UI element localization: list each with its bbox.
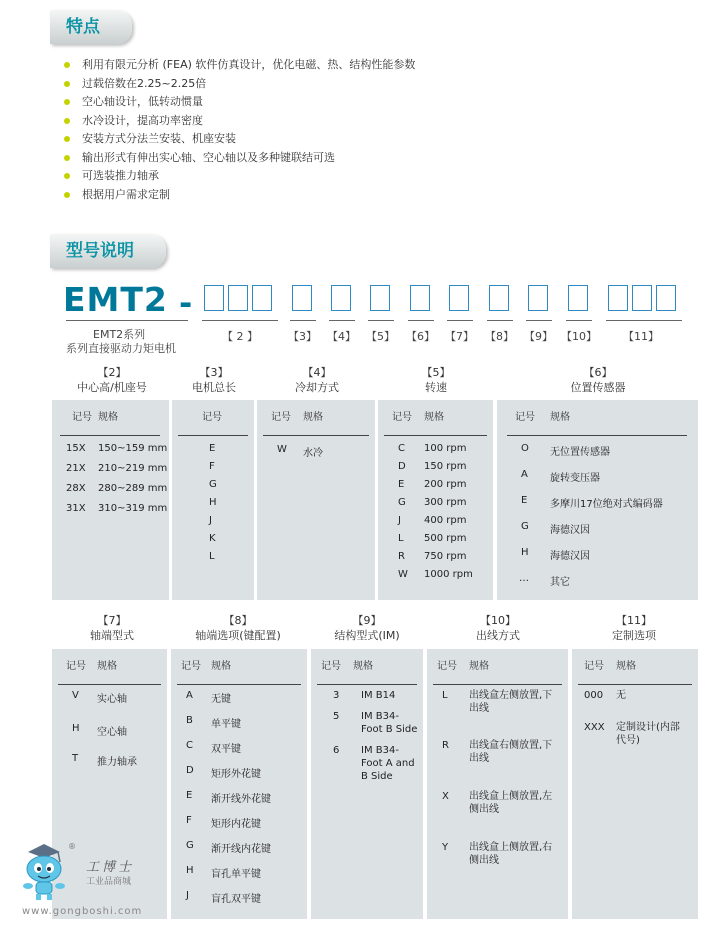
bullet-icon <box>64 81 70 87</box>
row-code: 5 <box>333 711 340 722</box>
code-underline <box>290 320 316 321</box>
code-box <box>528 285 548 311</box>
header-line <box>60 435 160 436</box>
code-box <box>449 285 469 311</box>
model-name: EMT2系列 <box>93 328 146 341</box>
bullet-icon <box>64 136 70 142</box>
row-spec: 旋转变压器 <box>550 473 600 484</box>
group-9-name: 结构型式(IM) <box>334 629 400 642</box>
row-spec: 出线盒左侧放置,下出线 <box>469 690 553 714</box>
feature-item: 利用有限元分析 (FEA) 软件仿真设计，优化电磁、热、结构性能参数 <box>60 56 415 75</box>
row-spec: 实心轴 <box>97 694 127 705</box>
slot-label: 【7】 <box>445 330 474 343</box>
group-8-name: 轴端选项(键配置) <box>195 629 281 642</box>
bullet-icon <box>64 173 70 179</box>
row-spec: 盲孔单平键 <box>211 869 261 880</box>
header-line <box>507 435 687 436</box>
code-underline <box>606 320 682 321</box>
row-spec: 100 rpm <box>424 443 467 454</box>
hdr-code: 记号 <box>271 412 291 423</box>
header-line <box>263 435 369 436</box>
row-code: XXX <box>584 722 605 733</box>
hdr-spec: 规格 <box>97 661 117 672</box>
row-spec: 出线盒上侧放置,右侧出线 <box>469 842 553 866</box>
hdr-code: 记号 <box>202 412 222 423</box>
row-spec: 多摩川17位绝对式编码器 <box>550 499 663 510</box>
panel-shaft-key <box>171 649 307 919</box>
panel-position-sensor <box>497 400 698 600</box>
row-code: E <box>209 443 216 454</box>
row-code: A <box>186 690 193 701</box>
code-underline <box>66 320 188 321</box>
row-code: J <box>398 515 401 526</box>
hdr-spec: 规格 <box>98 412 118 423</box>
hdr-code: 记号 <box>321 661 341 672</box>
row-spec: 其它 <box>550 577 570 588</box>
code-underline <box>487 320 513 321</box>
row-code: C <box>186 740 193 751</box>
code-underline <box>566 320 592 321</box>
row-code: R <box>398 551 405 562</box>
slot-label: 【6】 <box>406 330 435 343</box>
hdr-code: 记号 <box>72 412 92 423</box>
row-spec: 出线盒上侧放置,左侧出线 <box>469 791 553 815</box>
feature-item: 空心轴设计，低转动惯量 <box>60 93 415 112</box>
hdr-spec: 规格 <box>303 412 323 423</box>
row-code: B <box>186 715 193 726</box>
bullet-icon <box>64 99 70 105</box>
code-box <box>228 285 248 311</box>
panel-speed <box>378 400 493 600</box>
group-11-num: 【11】 <box>616 614 652 627</box>
group-3-name: 电机总长 <box>192 381 236 394</box>
slot-label: 【3】 <box>288 330 317 343</box>
row-code: K <box>209 533 216 544</box>
feature-item: 可选装推力轴承 <box>60 167 415 186</box>
row-spec: 200 rpm <box>424 479 467 490</box>
group-5-name: 转速 <box>425 381 447 394</box>
hdr-code: 记号 <box>392 412 412 423</box>
row-spec: IM B34-Foot A and B Side <box>361 745 415 782</box>
group-3-num: 【3】 <box>199 366 229 379</box>
row-spec: 无 <box>616 690 626 701</box>
model-desc: 系列直接驱动力矩电机 <box>66 342 176 355</box>
group-10-name: 出线方式 <box>476 629 520 642</box>
row-code: … <box>519 573 529 584</box>
group-7-num: 【7】 <box>97 614 127 627</box>
hdr-spec: 规格 <box>211 661 231 672</box>
header-line <box>433 684 562 685</box>
row-code: 3 <box>333 690 340 701</box>
row-spec: 310~319 mm <box>98 503 168 514</box>
row-spec: 海德汉因 <box>550 525 590 536</box>
group-2-num: 【2】 <box>97 366 127 379</box>
row-code: 6 <box>333 745 340 756</box>
code-underline <box>202 320 278 321</box>
feature-item: 过载倍数在2.25~2.25倍 <box>60 75 415 94</box>
group-2-name: 中心高/机座号 <box>77 381 147 394</box>
code-box <box>204 285 224 311</box>
row-code: 21X <box>66 463 86 474</box>
hdr-spec: 规格 <box>424 412 444 423</box>
row-spec: 双平键 <box>211 744 241 755</box>
row-code: 31X <box>66 503 86 514</box>
row-code: F <box>186 815 192 826</box>
hdr-spec: 规格 <box>353 661 373 672</box>
row-code: G <box>209 479 217 490</box>
group-4-num: 【4】 <box>302 366 332 379</box>
row-spec: 单平键 <box>211 719 241 730</box>
code-box <box>410 285 430 311</box>
row-spec: 750 rpm <box>424 551 467 562</box>
hdr-code: 记号 <box>66 661 86 672</box>
code-box <box>608 285 628 311</box>
code-box <box>632 285 652 311</box>
panel-outlet <box>427 649 568 919</box>
row-spec: 矩形外花键 <box>211 769 261 780</box>
slot-label: 【 2 】 <box>222 330 258 343</box>
hdr-code: 记号 <box>584 661 604 672</box>
code-box <box>568 285 588 311</box>
bullet-icon <box>64 192 70 198</box>
row-spec: 水冷 <box>303 448 323 459</box>
hdr-spec: 规格 <box>616 661 636 672</box>
group-6-name: 位置传感器 <box>570 381 626 394</box>
group-9-num: 【9】 <box>352 614 382 627</box>
code-underline <box>408 320 434 321</box>
slot-label: 【8】 <box>485 330 514 343</box>
row-code: Y <box>442 842 449 853</box>
header-line <box>578 684 692 685</box>
model-code: EMT2 <box>63 280 168 319</box>
logo-registered: ® <box>68 842 76 851</box>
code-box <box>292 285 312 311</box>
features-title: 特点 <box>50 10 132 44</box>
robot-logo-icon <box>14 842 84 904</box>
row-code: 15X <box>66 443 86 454</box>
panel-length <box>172 400 254 600</box>
row-code: T <box>72 753 79 764</box>
row-spec: IM B34-Foot B Side <box>361 711 418 735</box>
row-code: R <box>442 740 449 751</box>
row-code: 28X <box>66 483 86 494</box>
slot-label: 【10】 <box>561 330 597 343</box>
row-code: G <box>186 840 194 851</box>
group-10-num: 【10】 <box>480 614 516 627</box>
row-code: W <box>398 569 408 580</box>
row-spec: 400 rpm <box>424 515 467 526</box>
bullet-icon <box>64 155 70 161</box>
header-line <box>177 684 301 685</box>
feature-item: 水冷设计，提高功率密度 <box>60 112 415 131</box>
slot-label: 【11】 <box>623 330 659 343</box>
hdr-spec: 规格 <box>550 412 570 423</box>
model-dash: - <box>179 284 193 322</box>
row-spec: IM B14 <box>361 690 396 701</box>
code-underline <box>329 320 355 321</box>
panel-custom <box>572 649 698 919</box>
row-code: X <box>442 791 449 802</box>
group-4-name: 冷却方式 <box>295 381 339 394</box>
model-title: 型号说明 <box>50 234 166 268</box>
hdr-code: 记号 <box>437 661 457 672</box>
header-line <box>317 684 417 685</box>
slot-label: 【4】 <box>327 330 356 343</box>
code-box <box>331 285 351 311</box>
row-spec: 210~219 mm <box>98 463 168 474</box>
row-spec: 定制设计(内部代号) <box>616 722 680 746</box>
row-spec: 渐开线内花键 <box>211 844 271 855</box>
group-8-num: 【8】 <box>223 614 253 627</box>
code-box <box>252 285 272 311</box>
hdr-code: 记号 <box>515 412 535 423</box>
code-underline <box>526 320 552 321</box>
features-list <box>60 56 415 204</box>
row-spec: 150 rpm <box>424 461 467 472</box>
row-spec: 1000 rpm <box>424 569 473 580</box>
header-line <box>178 435 248 436</box>
header-line <box>58 684 161 685</box>
row-code: 000 <box>584 690 604 701</box>
logo-name: 工博士 <box>86 860 135 875</box>
row-code: A <box>521 469 528 480</box>
bullet-icon <box>64 62 70 68</box>
logo-subtitle: 工业品商城 <box>86 877 132 887</box>
code-box <box>489 285 509 311</box>
row-spec: 矩形内花键 <box>211 819 261 830</box>
row-code: J <box>186 890 189 901</box>
row-code: E <box>398 479 405 490</box>
row-code: J <box>209 515 212 526</box>
group-11-name: 定制选项 <box>612 629 656 642</box>
row-code: E <box>521 495 528 506</box>
code-box <box>656 285 676 311</box>
row-spec: 推力轴承 <box>97 757 137 768</box>
row-spec: 渐开线外花键 <box>211 794 271 805</box>
hdr-code: 记号 <box>181 661 201 672</box>
panel-mounting <box>311 649 423 919</box>
row-code: V <box>72 690 79 701</box>
row-code: H <box>72 723 80 734</box>
code-underline <box>368 320 394 321</box>
row-code: G <box>521 521 529 532</box>
row-spec: 出线盒右侧放置,下出线 <box>469 740 553 764</box>
panel-cooling <box>257 400 375 600</box>
row-code: O <box>521 443 529 454</box>
row-code: H <box>186 865 194 876</box>
header-line <box>384 435 487 436</box>
feature-item: 根据用户需求定制 <box>60 186 415 205</box>
row-spec: 空心轴 <box>97 727 127 738</box>
row-code: L <box>209 551 215 562</box>
row-code: W <box>277 444 287 455</box>
code-box <box>370 285 390 311</box>
row-code: D <box>186 765 194 776</box>
row-code: L <box>398 533 404 544</box>
row-spec: 无位置传感器 <box>550 447 610 458</box>
row-spec: 无键 <box>211 694 231 705</box>
feature-item: 安装方式分法兰安装、机座安装 <box>60 130 415 149</box>
row-code: E <box>186 790 193 801</box>
logo-url: www.gongboshi.com <box>22 906 143 917</box>
slot-label: 【9】 <box>524 330 553 343</box>
row-spec: 150~159 mm <box>98 443 168 454</box>
bullet-icon <box>64 118 70 124</box>
row-spec: 300 rpm <box>424 497 467 508</box>
group-6-num: 【6】 <box>583 366 613 379</box>
row-spec: 500 rpm <box>424 533 467 544</box>
row-spec: 盲孔双平键 <box>211 894 261 905</box>
row-code: H <box>521 547 529 558</box>
row-code: D <box>398 461 406 472</box>
row-code: G <box>398 497 406 508</box>
feature-item: 输出形式有伸出实心轴、空心轴以及多种键联结可选 <box>60 149 415 168</box>
code-underline <box>447 320 473 321</box>
row-code: C <box>398 443 405 454</box>
row-spec: 280~289 mm <box>98 483 168 494</box>
hdr-spec: 规格 <box>469 661 489 672</box>
group-7-name: 轴端型式 <box>90 629 134 642</box>
slot-label: 【5】 <box>366 330 395 343</box>
group-5-num: 【5】 <box>421 366 451 379</box>
row-code: H <box>209 497 217 508</box>
panel-frame-size <box>52 400 169 600</box>
row-code: L <box>442 690 448 701</box>
row-code: F <box>209 461 215 472</box>
row-spec: 海德汉因 <box>550 551 590 562</box>
